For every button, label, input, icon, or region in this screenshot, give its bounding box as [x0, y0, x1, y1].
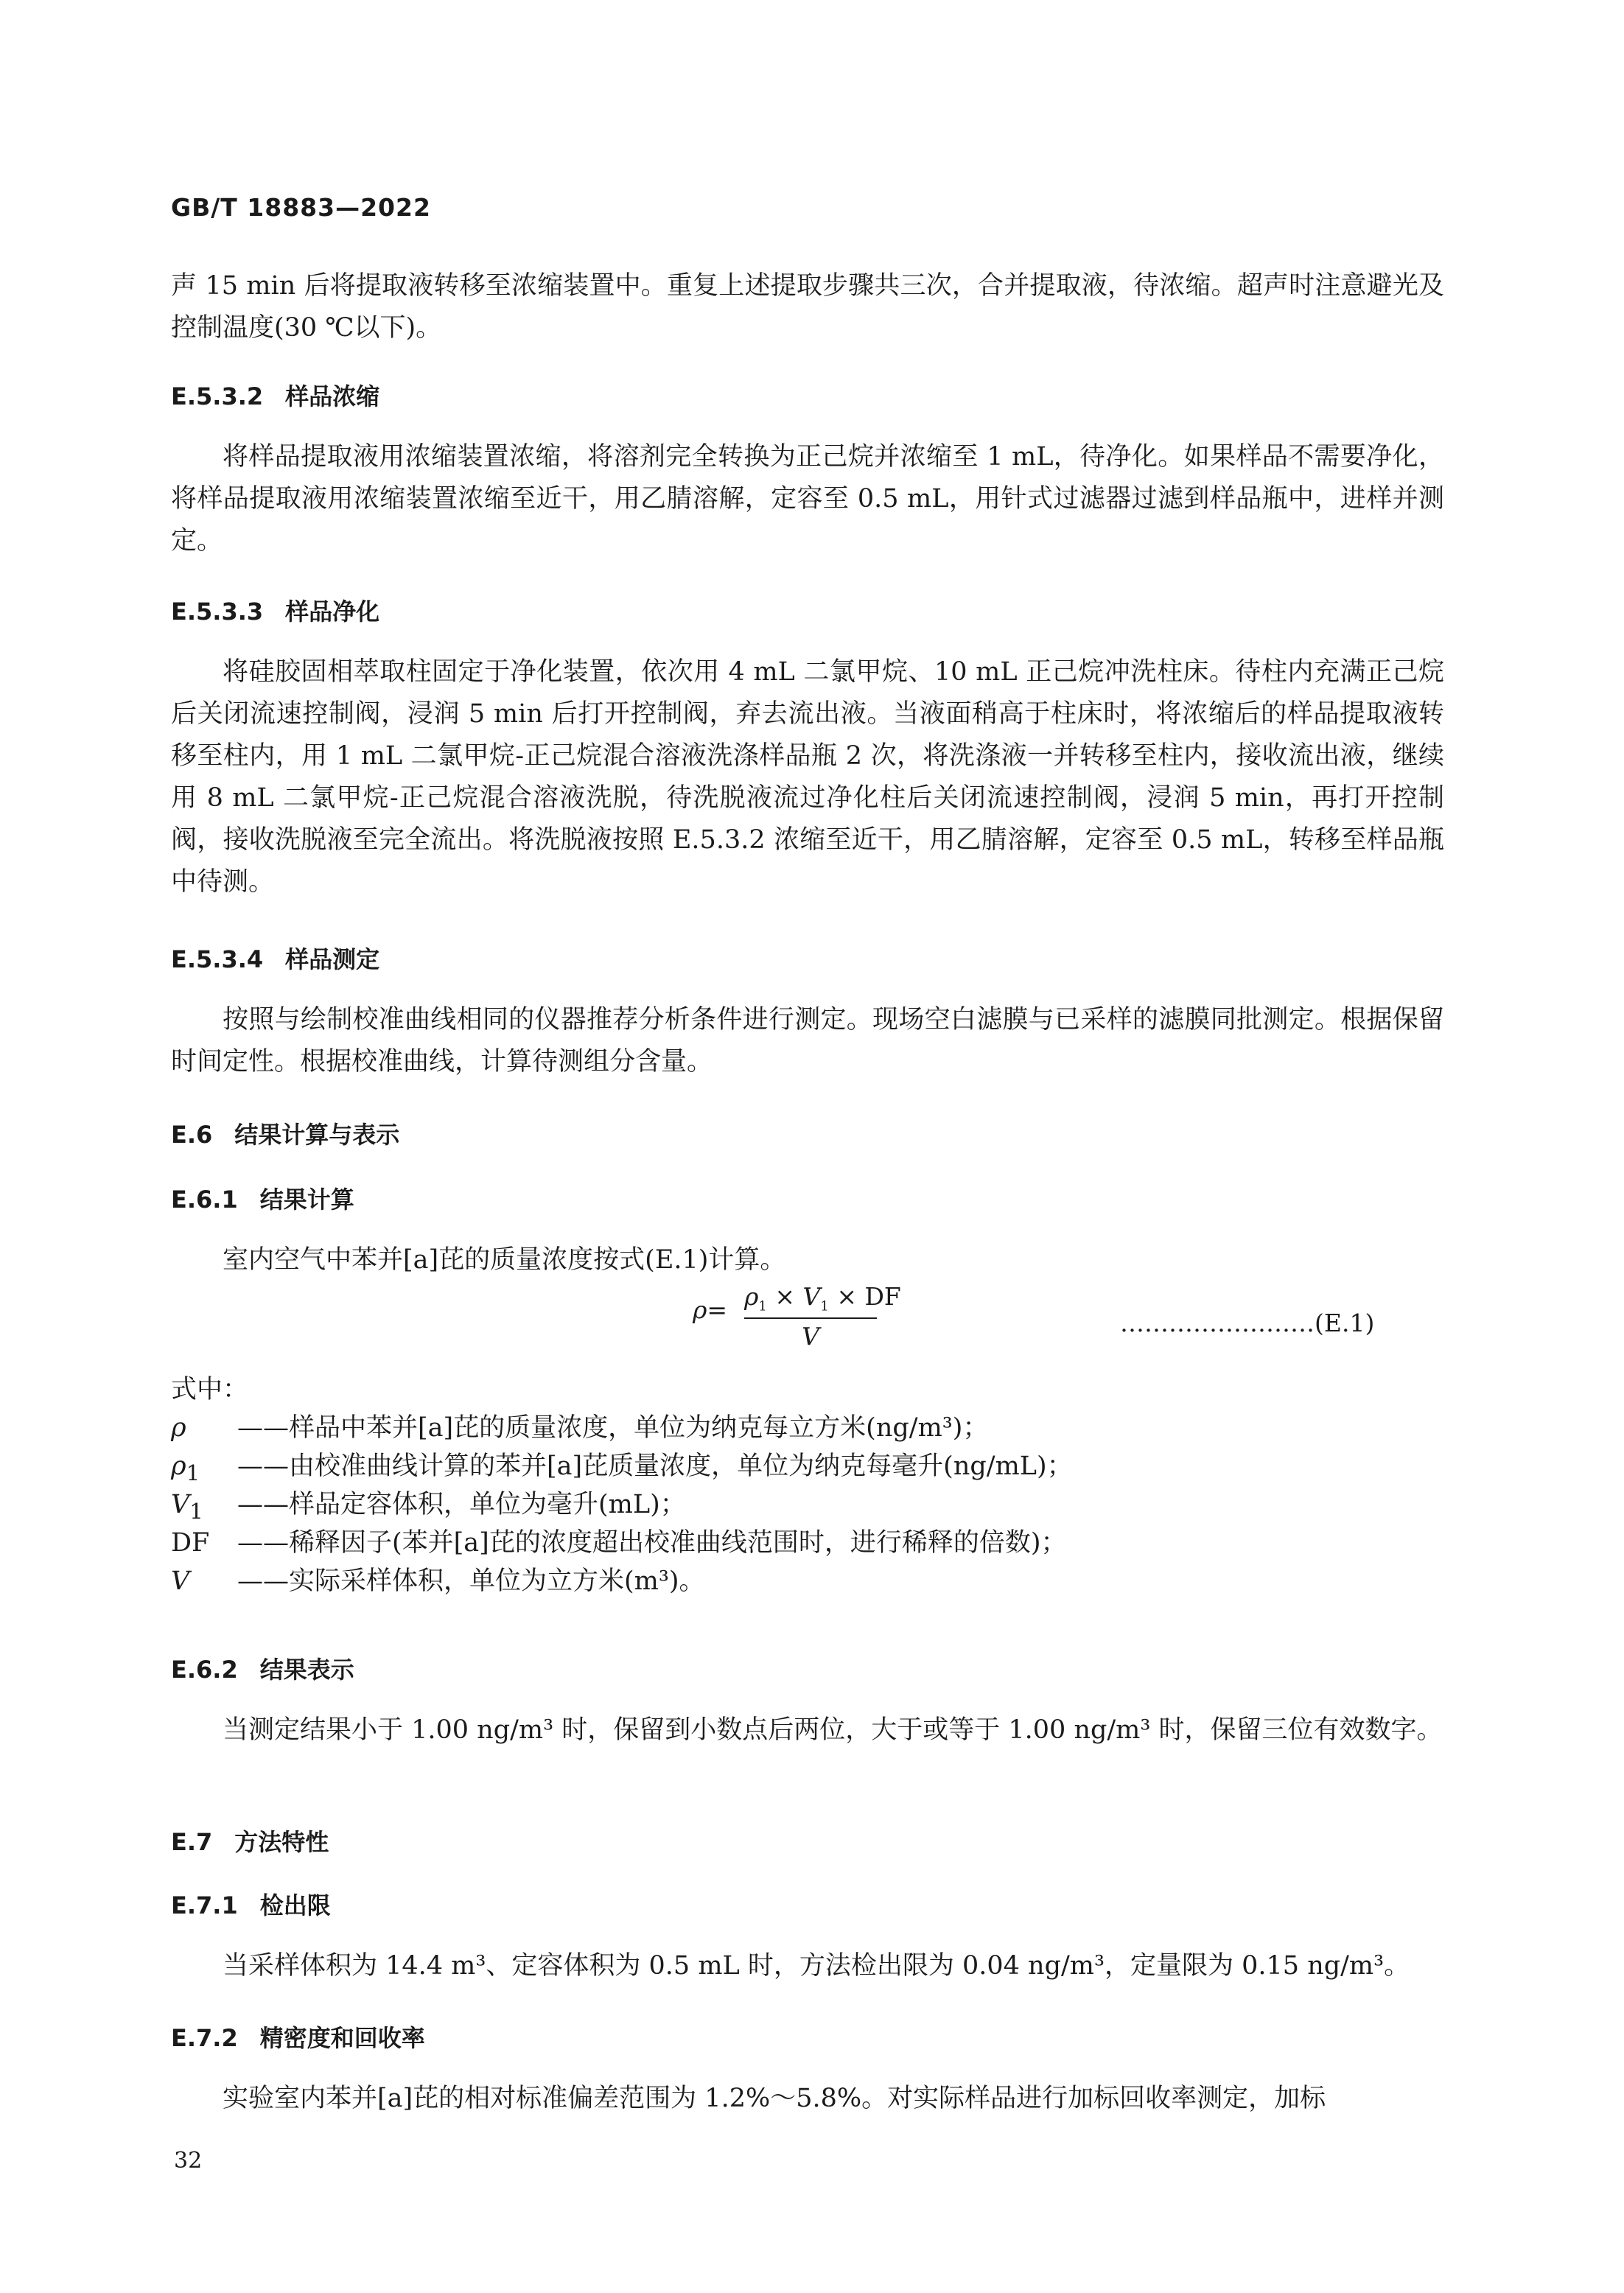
heading-e5-3-2	[171, 382, 379, 411]
equation-number: ……………………(E.1)	[1120, 1309, 1375, 1337]
heading-title: 样品浓缩	[285, 382, 380, 410]
heading-number: E.5.3.4	[171, 945, 264, 973]
formula-denominator: V	[802, 1321, 819, 1351]
paragraph-sample-purification: 将硅胶固相萃取柱固定于净化装置，依次用 4 mL 二氯甲烷、10 mL 正己烷冲洗柱床。待柱内充满正己烷后关闭流速控制阀，浸润 5 min 后打开控制阀，弃去流出液。当液面稍高于柱床时，将浓缩后的样品提取液转移至柱内，用 1 mL 二氯甲烷-正己烷混合溶液洗涤样品瓶 2 次，将洗涤液一并转移至柱内，接收流出液，继续用 8 mL 二氯甲烷-正己烷混合溶液洗脱，待洗脱液流过净化柱后关闭流速控制阀，浸润 5 min，再打开控制阀，接收洗脱液至完全流出。将洗脱液按照 E.5.3.2 浓缩至近干，用乙腈溶解，定容至 0.5 mL，转移至样品瓶中待测。	[171, 657, 1444, 897]
formula-numerator: $\rho_1 \times V_1$ × DF	[744, 1282, 901, 1314]
heading-number: E.5.3.3	[171, 598, 264, 626]
paragraph-sample-measurement: 按照与绘制校准曲线相同的仪器推荐分析条件进行测定。现场空白滤膜与已采样的滤膜同批测定。根据保留时间定性。根据校准曲线，计算待测组分含量。	[171, 1005, 1444, 1077]
heading-title: 样品净化	[285, 598, 380, 626]
heading-title: 检出限	[259, 1891, 331, 1919]
heading-number: E.7.2	[171, 2024, 238, 2052]
heading-number: E.6.2	[171, 1656, 238, 1684]
paragraph-continuation: 声 15 min 后将提取液转移至浓缩装置中。重复上述提取步骤共三次，合并提取液，待浓缩。超声时注意避光及控制温度(30 ℃以下)。	[171, 271, 1444, 343]
standard-code: GB/T 18883—2022	[171, 193, 431, 222]
paragraph-precision-recovery: 实验室内苯并[a]芘的相对标准偏差范围为 1.2%～5.8%。对实际样品进行加标回收率测定，加标	[223, 2084, 1326, 2113]
fraction-bar	[744, 1317, 877, 1319]
heading-title: 结果计算	[259, 1186, 354, 1214]
variable-definition: $V_1$ ——样品定容体积，单位为毫升(mL)；	[171, 1490, 686, 1524]
heading-e7-1	[171, 1891, 331, 1920]
variable-definition: $\rho_1$ ——由校准曲线计算的苯并[a]芘质量浓度，单位为纳克每毫升(ng/mL)；	[171, 1452, 1073, 1485]
heading-title: 结果表示	[259, 1656, 354, 1684]
variable-definition: DF ——稀释因子(苯并[a]芘的浓度超出校准曲线范围时，进行稀释的倍数)；	[171, 1528, 1067, 1558]
heading-number: E.6.1	[171, 1186, 238, 1214]
paragraph-result-expression: 当测定结果小于 1.00 ng/m³ 时，保留到小数点后两位，大于或等于 1.00 ng/m³ 时，保留三位有效数字。	[223, 1715, 1443, 1745]
paragraph-detection-limit: 当采样体积为 14.4 m³、定容体积为 0.5 mL 时，方法检出限为 0.04 ng/m³，定量限为 0.15 ng/m³。	[223, 1951, 1410, 1981]
heading-e5-3-4	[171, 945, 379, 974]
heading-e7-2	[171, 2023, 425, 2053]
variable-definition: V ——实际采样体积，单位为立方米(m³)。	[171, 1566, 705, 1596]
paragraph-calculation-intro: 室内空气中苯并[a]芘的质量浓度按式(E.1)计算。	[223, 1245, 786, 1275]
heading-e7	[171, 1827, 329, 1857]
heading-title: 方法特性	[234, 1828, 329, 1856]
heading-e6-1	[171, 1185, 354, 1214]
heading-e6-2	[171, 1655, 354, 1684]
formula-fraction	[744, 1282, 901, 1351]
heading-number: E.6	[171, 1121, 213, 1149]
page-number: 32	[174, 2148, 203, 2174]
heading-e5-3-3	[171, 597, 379, 626]
where-intro: 式中：	[171, 1375, 249, 1404]
formula-lhs: ρ=	[693, 1295, 728, 1324]
heading-title: 结果计算与表示	[234, 1121, 400, 1149]
heading-number: E.7	[171, 1828, 213, 1856]
heading-title: 样品测定	[285, 945, 380, 973]
paragraph-sample-concentration: 将样品提取液用浓缩装置浓缩，将溶剂完全转换为正己烷并浓缩至 1 mL，待净化。如果样品不需要净化，将样品提取液用浓缩装置浓缩至近干，用乙腈溶解，定容至 0.5 mL，用针式过滤器过滤到样品瓶中，进样并测定。	[171, 442, 1444, 556]
variable-definition: ρ ——样品中苯并[a]芘的质量浓度，单位为纳克每立方米(ng/m³)；	[171, 1413, 989, 1443]
heading-number: E.5.3.2	[171, 382, 264, 410]
heading-number: E.7.1	[171, 1891, 238, 1919]
heading-e6	[171, 1120, 399, 1149]
heading-title: 精密度和回收率	[259, 2024, 425, 2052]
